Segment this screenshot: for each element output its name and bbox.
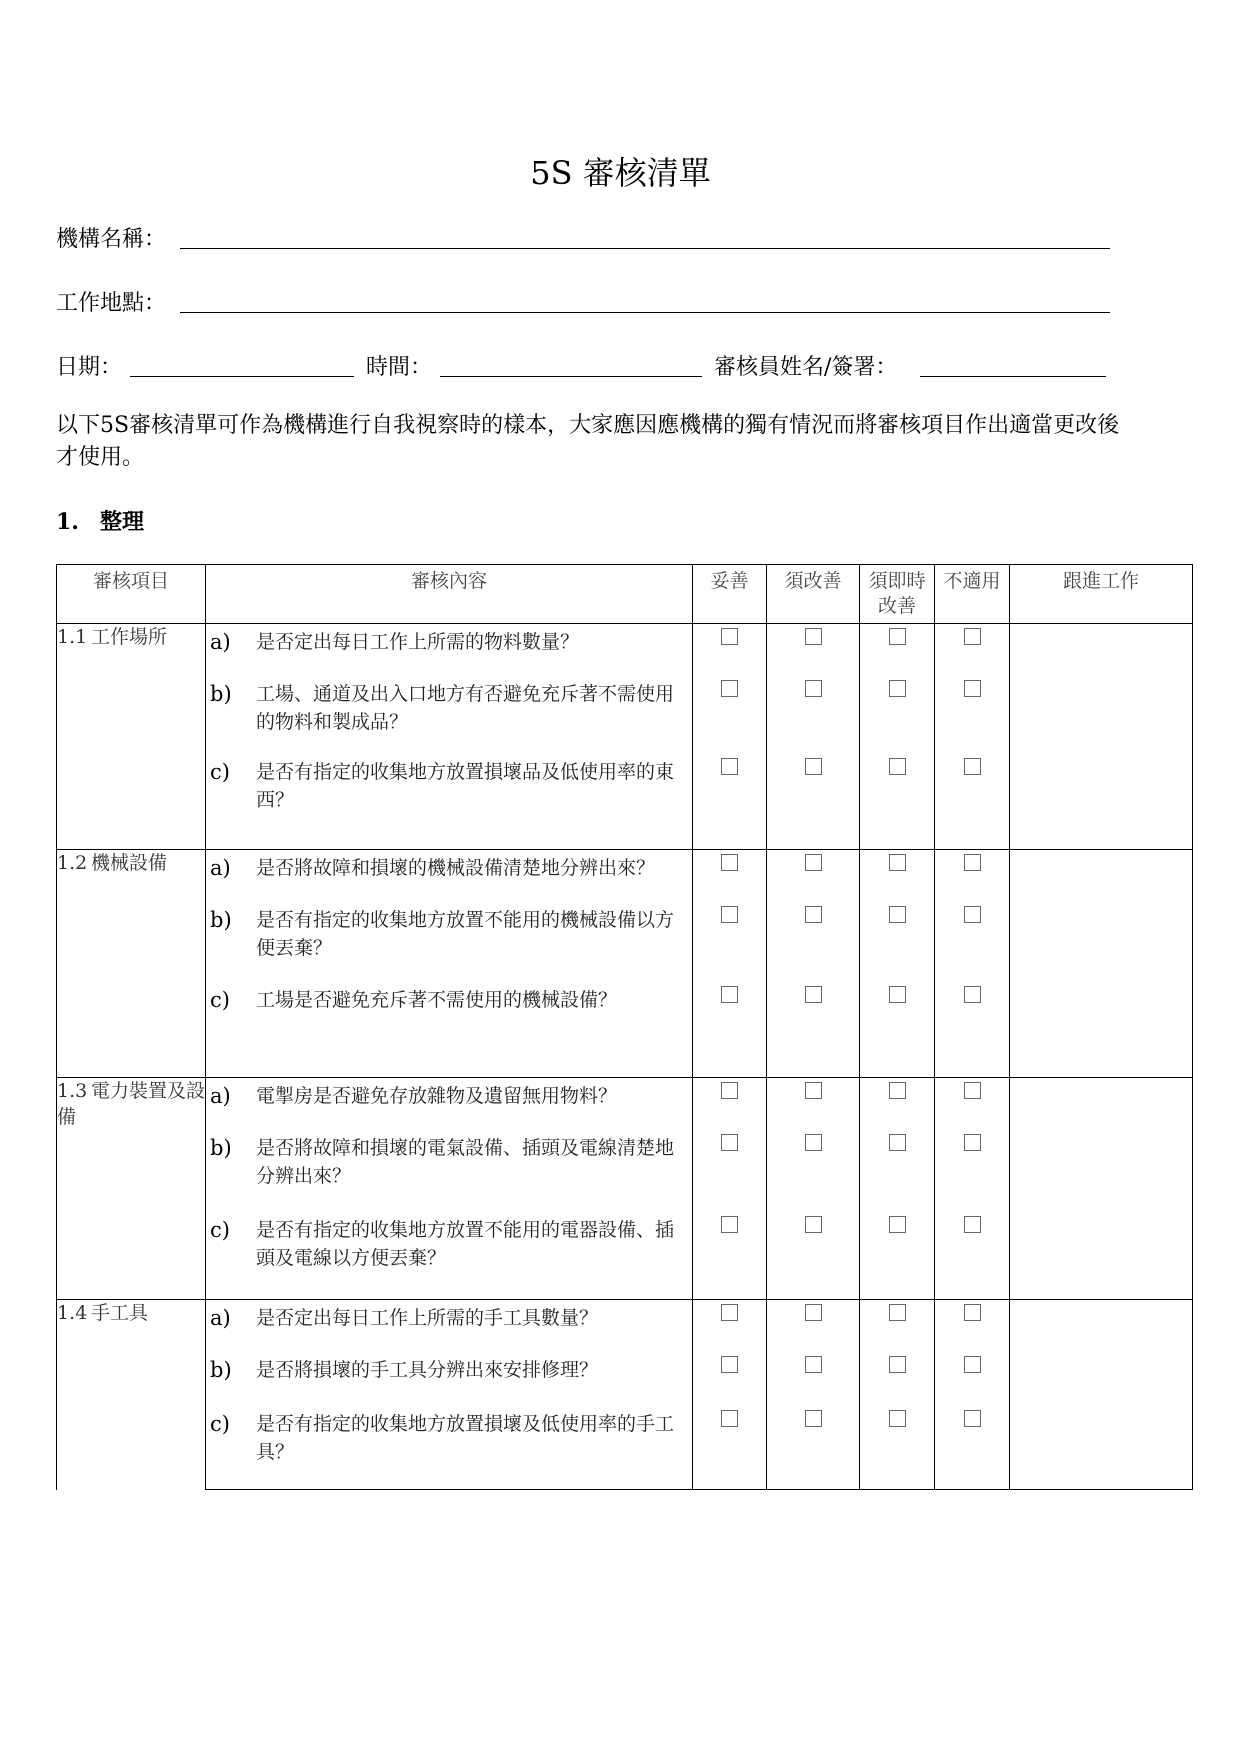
follow-up-cell[interactable] [1010,754,1193,850]
not-applicable-checkbox[interactable] [964,1082,981,1099]
not-applicable-checkbox[interactable] [964,986,981,1003]
not-applicable-checkbox[interactable] [964,854,981,871]
immediate-improvement-checkbox[interactable] [889,1410,906,1427]
needs-improvement-cell [767,1300,860,1352]
audit-item-number: 1.2 [57,852,88,874]
not-applicable-checkbox[interactable] [964,1216,981,1233]
immediate-improvement-checkbox[interactable] [889,854,906,871]
header-follow-up: 跟進工作 [1010,565,1193,624]
question-letter: b) [210,681,232,706]
needs-improvement-cell [767,676,860,754]
question-letter: b) [210,1357,232,1382]
satisfactory-checkbox[interactable] [721,1216,738,1233]
not-applicable-cell [935,1352,1010,1406]
satisfactory-checkbox[interactable] [721,986,738,1003]
auditor-field[interactable] [920,376,1106,377]
time-label: 時間： [366,355,433,380]
satisfactory-checkbox[interactable] [721,628,738,645]
immediate-improvement-cell [860,902,935,982]
satisfactory-cell [693,982,767,1078]
satisfactory-cell [693,1078,767,1130]
header-satisfactory: 妥善 [693,565,767,624]
question-letter: a) [210,856,231,880]
page-title: 5S 審核清單 [530,154,711,192]
header-not-applicable: 不適用 [935,565,1010,624]
audit-item-name: 工作場所 [91,626,168,648]
question-letter: b) [210,907,232,932]
not-applicable-cell [935,902,1010,982]
header-immediate-improvement: 須即時改善 [860,565,935,624]
follow-up-cell[interactable] [1010,1352,1193,1406]
satisfactory-checkbox[interactable] [721,758,738,775]
needs-improvement-cell [767,1406,860,1490]
immediate-improvement-checkbox[interactable] [889,1304,906,1321]
follow-up-cell[interactable] [1010,902,1193,982]
audit-item-name: 機械設備 [91,852,168,874]
question-letter: b) [210,1135,232,1160]
immediate-improvement-checkbox[interactable] [889,628,906,645]
question-letter: c) [210,759,230,784]
audit-content-cell [206,624,693,676]
not-applicable-cell [935,982,1010,1078]
immediate-improvement-checkbox[interactable] [889,906,906,923]
org-name-label: 機構名稱： [56,227,167,252]
time-field[interactable] [440,376,702,377]
table-row [57,1352,1193,1406]
header-needs-improvement: 須改善 [767,565,860,624]
needs-improvement-cell [767,902,860,982]
immediate-improvement-cell [860,850,935,902]
question-text: 工場、通道及出入口地方有否避免充斥著不需使用的物料和製成品？ [256,682,675,733]
satisfactory-checkbox[interactable] [721,1082,738,1099]
immediate-improvement-cell [860,982,935,1078]
question-text: 電掣房是否避免存放雜物及遺留無用物料？ [256,1085,618,1107]
immediate-improvement-checkbox[interactable] [889,680,906,697]
immediate-improvement-checkbox[interactable] [889,1356,906,1373]
table-row [57,902,1193,982]
satisfactory-checkbox[interactable] [721,854,738,871]
table-row [57,754,1193,850]
satisfactory-cell [693,1300,767,1352]
needs-improvement-checkbox[interactable] [805,986,822,1003]
audit-item-number: 1.3 [57,1080,88,1102]
immediate-improvement-cell [860,1406,935,1490]
immediate-improvement-cell [860,1130,935,1212]
satisfactory-checkbox[interactable] [721,1134,738,1151]
needs-improvement-checkbox[interactable] [805,1304,822,1321]
not-applicable-cell [935,754,1010,850]
table-row [57,1300,1193,1352]
audit-item-number: 1.1 [57,626,88,648]
not-applicable-checkbox[interactable] [964,1134,981,1151]
follow-up-cell[interactable] [1010,676,1193,754]
table-header-row [57,565,1193,624]
satisfactory-checkbox[interactable] [721,906,738,923]
not-applicable-cell [935,624,1010,676]
needs-improvement-checkbox[interactable] [805,1410,822,1427]
satisfactory-cell [693,1352,767,1406]
satisfactory-cell [693,1212,767,1300]
question-letter: a) [210,1306,231,1330]
question-text: 是否有指定的收集地方放置損壞及低使用率的手工具？ [256,1412,675,1463]
audit-content-cell [206,1300,693,1352]
immediate-improvement-cell [860,754,935,850]
satisfactory-cell [693,850,767,902]
audit-item-cell [57,1078,206,1300]
section-heading [56,505,144,536]
needs-improvement-checkbox[interactable] [805,906,822,923]
needs-improvement-cell [767,754,860,850]
question-letter: c) [210,987,230,1012]
table-row [57,624,1193,676]
audit-content-cell [206,1212,693,1300]
not-applicable-cell [935,1300,1010,1352]
needs-improvement-cell [767,1078,860,1130]
question-text: 是否有指定的收集地方放置損壞品及低使用率的東西？ [256,760,675,811]
satisfactory-checkbox[interactable] [721,1304,738,1321]
satisfactory-checkbox[interactable] [721,1410,738,1427]
question-letter: c) [210,1217,230,1242]
immediate-improvement-cell [860,624,935,676]
not-applicable-cell [935,1212,1010,1300]
date-field[interactable] [130,376,354,377]
audit-content-cell [206,754,693,850]
satisfactory-checkbox[interactable] [721,1356,738,1373]
not-applicable-cell [935,1130,1010,1212]
not-applicable-checkbox[interactable] [964,758,981,775]
question-text: 是否有指定的收集地方放置不能用的電器設備、插頭及電線以方便丟棄？ [256,1218,675,1269]
audit-content-cell [206,1352,693,1406]
audit-item-cell [57,624,206,850]
location-field[interactable] [180,312,1110,313]
audit-content-cell [206,982,693,1078]
immediate-improvement-cell [860,1212,935,1300]
not-applicable-checkbox[interactable] [964,680,981,697]
question-text: 是否定出每日工作上所需的物料數量？ [256,631,580,653]
satisfactory-cell [693,902,767,982]
follow-up-cell[interactable] [1010,624,1193,676]
org-name-field[interactable] [180,248,1110,249]
audit-content-cell [206,1078,693,1130]
question-letter: a) [210,630,231,654]
needs-improvement-checkbox[interactable] [805,680,822,697]
not-applicable-checkbox[interactable] [964,906,981,923]
audit-item-cell [57,850,206,1078]
needs-improvement-cell [767,850,860,902]
header-audit-content: 審核內容 [206,565,693,624]
immediate-improvement-cell [860,1352,935,1406]
immediate-improvement-checkbox[interactable] [889,986,906,1003]
audit-item-number: 1.4 [57,1302,88,1324]
not-applicable-checkbox[interactable] [964,1410,981,1427]
needs-improvement-checkbox[interactable] [805,1356,822,1373]
section-title: 整理 [100,509,145,535]
satisfactory-cell [693,754,767,850]
question-text: 工場是否避免充斥著不需使用的機械設備？ [256,988,618,1011]
needs-improvement-cell [767,1130,860,1212]
needs-improvement-cell [767,1352,860,1406]
section-number: 1. [56,509,79,535]
follow-up-cell[interactable] [1010,1078,1193,1130]
immediate-improvement-checkbox[interactable] [889,1134,906,1151]
satisfactory-cell [693,1406,767,1490]
follow-up-cell[interactable] [1010,982,1193,1078]
immediate-improvement-cell [860,1078,935,1130]
location-label: 工作地點： [56,291,167,316]
needs-improvement-checkbox[interactable] [805,628,822,645]
needs-improvement-checkbox[interactable] [805,1134,822,1151]
needs-improvement-checkbox[interactable] [805,854,822,871]
immediate-improvement-checkbox[interactable] [889,1082,906,1099]
audit-content-cell [206,1130,693,1212]
satisfactory-cell [693,1130,767,1212]
needs-improvement-cell [767,624,860,676]
needs-improvement-cell [767,982,860,1078]
follow-up-cell[interactable] [1010,1300,1193,1352]
follow-up-cell[interactable] [1010,1406,1193,1490]
immediate-improvement-checkbox[interactable] [889,758,906,775]
table-row [57,850,1193,902]
audit-item-name: 電力裝置及設備 [57,1080,206,1128]
follow-up-cell[interactable] [1010,1130,1193,1212]
auditor-label: 審核員姓名/簽署： [714,355,898,380]
not-applicable-cell [935,676,1010,754]
table-row [57,1130,1193,1212]
needs-improvement-checkbox[interactable] [805,1082,822,1099]
satisfactory-cell [693,624,767,676]
audit-item-name: 手工具 [91,1302,149,1324]
audit-item-cell [57,1300,206,1490]
table-row [57,1212,1193,1300]
needs-improvement-checkbox[interactable] [805,1216,822,1233]
not-applicable-cell [935,1078,1010,1130]
table-row [57,676,1193,754]
question-text: 是否定出每日工作上所需的手工具數量？ [256,1307,599,1329]
question-text: 是否將故障和損壞的電氣設備、插頭及電線清楚地分辨出來？ [256,1136,675,1187]
follow-up-cell[interactable] [1010,1212,1193,1300]
intro-paragraph: 以下5S審核清單可作為機構進行自我視察時的樣本，大家應因應機構的獨有情況而將審核項目作出適當更改後才使用。 [56,413,1120,470]
not-applicable-cell [935,1406,1010,1490]
audit-content-cell [206,676,693,754]
immediate-improvement-cell [860,1300,935,1352]
question-letter: a) [210,1084,231,1108]
question-letter: c) [210,1411,230,1436]
immediate-improvement-cell [860,676,935,754]
needs-improvement-checkbox[interactable] [805,758,822,775]
immediate-improvement-checkbox[interactable] [889,1216,906,1233]
audit-content-cell [206,850,693,902]
audit-table [56,564,1193,1490]
audit-content-cell [206,1406,693,1490]
not-applicable-checkbox[interactable] [964,1356,981,1373]
date-label: 日期： [56,355,123,380]
question-text: 是否有指定的收集地方放置不能用的機械設備以方便丟棄？ [256,908,675,959]
table-row [57,1406,1193,1490]
not-applicable-checkbox[interactable] [964,1304,981,1321]
question-text: 是否將故障和損壞的機械設備清楚地分辨出來？ [256,857,656,879]
not-applicable-checkbox[interactable] [964,628,981,645]
header-audit-item: 審核項目 [57,565,206,624]
satisfactory-cell [693,676,767,754]
table-row [57,982,1193,1078]
audit-content-cell [206,902,693,982]
question-text: 是否將損壞的手工具分辨出來安排修理？ [256,1358,599,1381]
not-applicable-cell [935,850,1010,902]
needs-improvement-cell [767,1212,860,1300]
satisfactory-checkbox[interactable] [721,680,738,697]
follow-up-cell[interactable] [1010,850,1193,902]
table-row [57,1078,1193,1130]
